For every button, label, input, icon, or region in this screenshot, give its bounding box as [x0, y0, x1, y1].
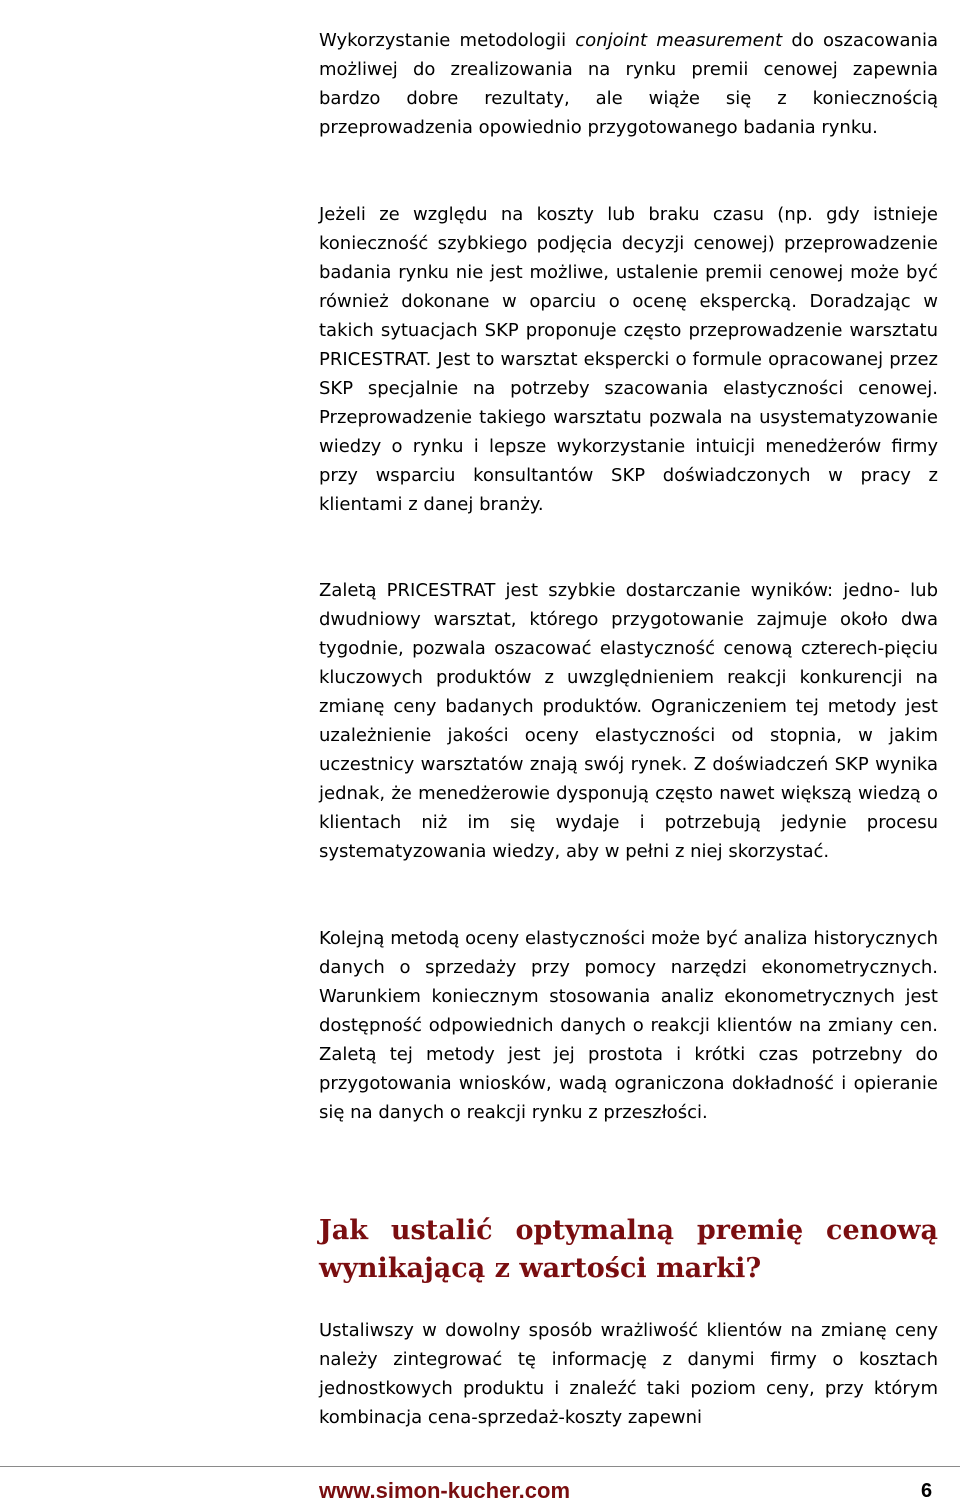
paragraph-price-optimization: Ustaliwszy w dowolny sposób wrażliwość klientów na zmianę ceny należy zintegrować tę informację z danymi firmy o kosztach jednostkowych produktu i znaleźć taki poziom ceny, przy którym kombinacja cena-sprzedaż-koszty zapewni — [319, 1320, 938, 1428]
footer-website-link[interactable]: www.simon-kucher.com — [319, 1478, 571, 1503]
conjoint-measurement-term: conjoint measurement — [575, 30, 783, 51]
paragraph-conjoint-text-start: Wykorzystanie metodologii — [319, 30, 576, 51]
paragraph-pricestrat-intro: Jeżeli ze względu na koszty lub braku czasu (np. gdy istnieje konieczność szybkiego podjęcia decyzji cenowej) przeprowadzenie badania rynku nie jest możliwe, ustalenie premii cenowej może być również dokonane w oparciu o ocenę ekspercką. Doradzając w takich sytuacjach SKP proponuje często przeprowadzenie warsztatu PRICESTRAT. Jest to warsztat ekspercki o formule opracowanej przez SKP specjalnie na potrzeby szacowania elastyczności cenowej. Przeprowadzenie takiego warsztatu pozwala na usystematyzowanie wiedzy o rynku i lepsze wykorzystanie intuicji menedżerów firmy przy wsparciu konsultantów SKP doświadczonych w pracy z klientami z danej branży. — [319, 204, 938, 515]
page-number: 6 — [921, 1480, 933, 1502]
footer-divider — [0, 1466, 960, 1467]
paragraph-pricestrat-advantages: Zaletą PRICESTRAT jest szybkie dostarczanie wyników: jedno- lub dwudniowy warsztat, którego przygotowanie zajmuje około dwa tygodnie, pozwala oszacować elastyczność cenową czterech-pięciu kluczowych produktów z uwzględnieniem reakcji konkurencji na zmianę ceny badanych produktów. Ograniczeniem tej metody jest uzależnienie jakości oceny elastyczności od stopnia, w jakim uczestnicy warsztatów znają swój rynek. Z doświadczeń SKP wynika jednak, że menedżerowie dysponują często nawet większą wiedzą o klientach niż im się wydaje i potrzebują jedynie procesu systematyzowania wiedzy, aby w pełni z niej skorzystać. — [319, 580, 938, 862]
paragraph-conjoint — [319, 26, 938, 142]
paragraph-conjoint-text-end: do oszacowania możliwej do zrealizowania na rynku premii cenowej zapewnia bardzo dobre rezultaty, ale wiąże się z koniecznością przeprowadzenia opowiednio przygotowanego badania rynku. — [319, 30, 938, 138]
section-heading: Jak ustalić optymalną premię cenową wynikającą z wartości marki? — [319, 1215, 938, 1284]
paragraph-econometric-analysis: Kolejną metodą oceny elastyczności może być analiza historycznych danych o sprzedaży przy pomocy narzędzi ekonometrycznych. Warunkiem koniecznym stosowania analiz ekonometrycznych jest dostępność odpowiednich danych o reakcji klientów na zmiany cen. Zaletą tej metody jest jej prostota i krótki czas potrzebny do przygotowania wniosków, wadą ograniczona dokładność i opieranie się na danych o reakcji rynku z przeszłości. — [319, 928, 938, 1123]
